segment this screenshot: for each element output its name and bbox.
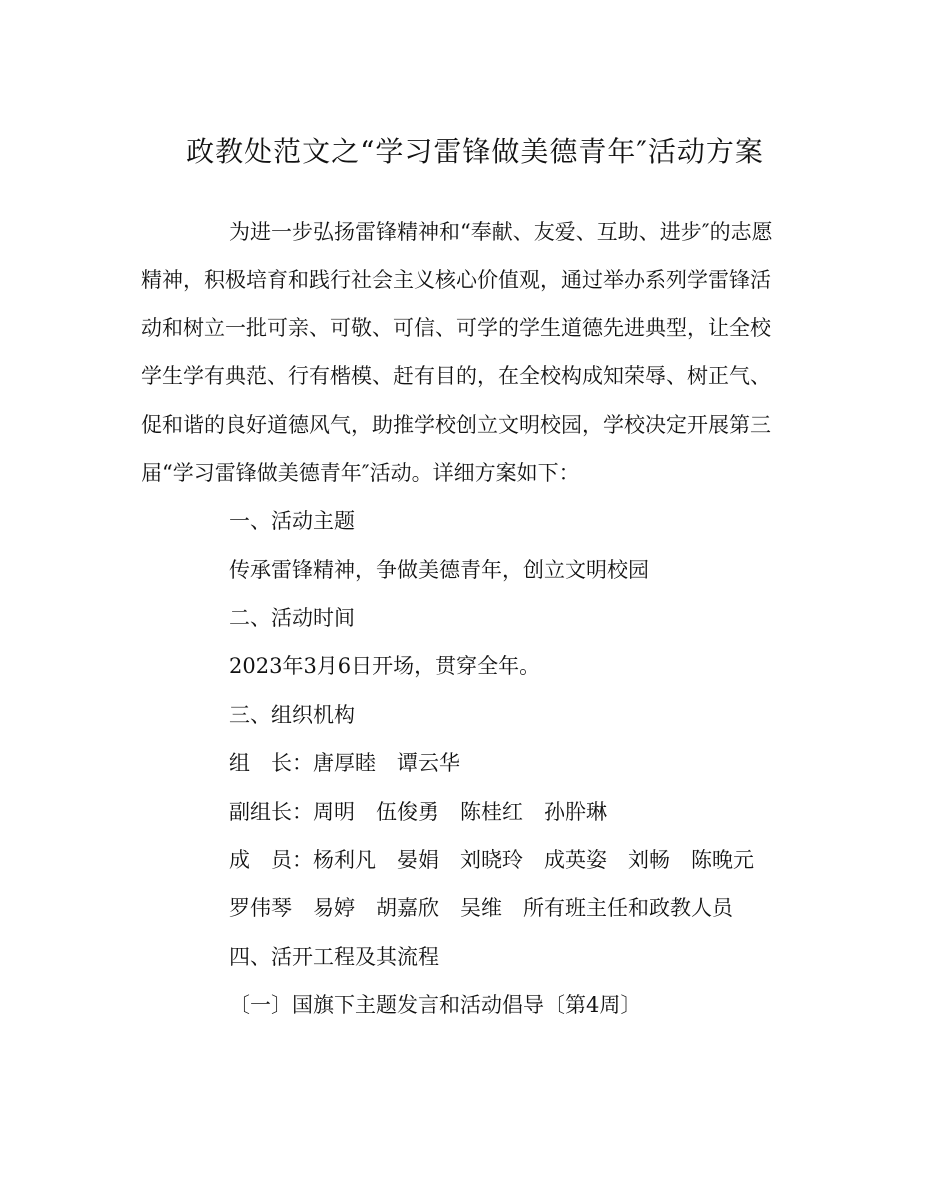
section-3-members-1: 成 员：杨利凡 晏娟 刘晓玲 成英姿 刘畅 陈晚元 (229, 848, 754, 872)
intro-line-2: 精神，积极培育和践行社会主义核心价值观，通过举办系列学雷锋活 (141, 268, 771, 292)
intro-line-6: 届“学习雷锋做美德青年″活动。详细方案如下： (141, 461, 580, 485)
section-4-heading: 四、活开工程及其流程 (229, 945, 439, 969)
section-3-leaders: 组 长：唐厚睦 谭云华 (229, 751, 460, 775)
intro-line-1: 为进一步弘扬雷锋精神和“奉献、友爱、互助、进步″的志愿 (229, 220, 773, 244)
document-title: 政教处范文之“学习雷锋做美德青年″活动方案 (186, 135, 764, 168)
section-3-members-2: 罗伟琴 易婷 胡嘉欣 吴维 所有班主任和政教人员 (229, 896, 733, 920)
intro-line-4: 学生学有典范、行有楷模、赶有目的，在全校构成知荣辱、树正气、 (141, 364, 771, 388)
section-1-heading: 一、活动主题 (229, 509, 355, 533)
section-4-item-1: 〔一〕国旗下主题发言和活动倡导〔第4周〕 (229, 993, 642, 1017)
section-2-content: 2023年3月6日开场，贯穿全年。 (229, 654, 541, 678)
intro-line-5: 促和谐的良好道德风气，助推学校创立文明校园，学校决定开展第三 (141, 413, 771, 437)
section-1-content: 传承雷锋精神，争做美德青年，创立文明校园 (229, 558, 649, 582)
intro-line-3: 动和树立一批可亲、可敬、可信、可学的学生道德先进典型，让全校 (141, 316, 771, 340)
section-3-deputies: 副组长：周明 伍俊勇 陈桂红 孙肸琳 (229, 800, 607, 824)
section-2-heading: 二、活动时间 (229, 606, 355, 630)
section-3-heading: 三、组织机构 (229, 703, 355, 727)
